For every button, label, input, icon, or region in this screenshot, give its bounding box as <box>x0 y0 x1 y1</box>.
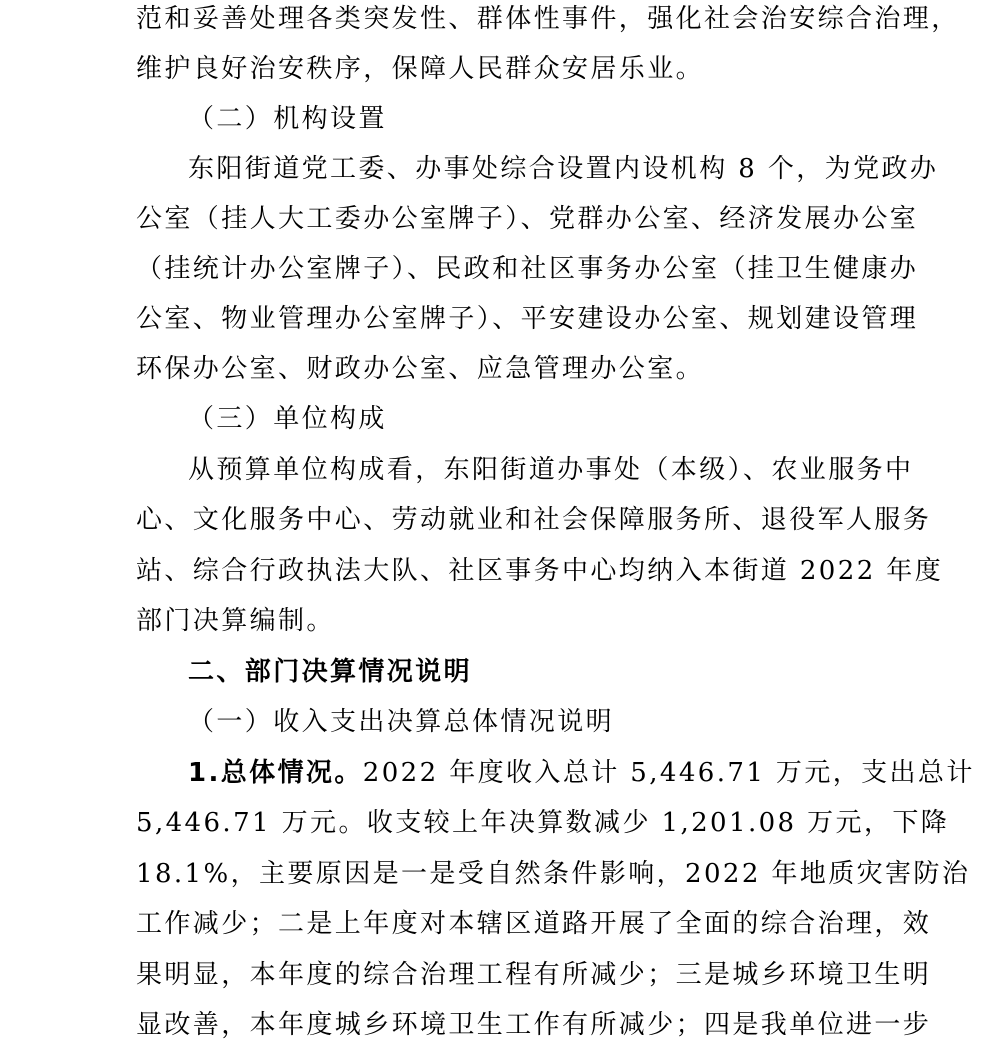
paragraph-line: （挂统计办公室牌子）、民政和社区事务办公室（挂卫生健康办 <box>136 254 919 284</box>
overall-first-line-text: 2022 年度收入总计 5,446.71 万元，支出总计 <box>362 758 975 788</box>
section-heading-overview: （一）收入支出决算总体情况说明 <box>188 707 615 737</box>
section-heading-structure: （二）机构设置 <box>188 104 387 134</box>
overall-label: 1.总体情况。 <box>188 758 363 788</box>
paragraph-line: 5,446.71 万元。收支较上年决算数减少 1,201.08 万元，下降 <box>136 808 950 838</box>
paragraph-line: 范和妥善处理各类突发性、群体性事件，强化社会治安综合治理， <box>136 4 960 34</box>
paragraph-line: 东阳街道党工委、办事处综合设置内设机构 8 个，为党政办 <box>188 154 939 184</box>
paragraph-line: 显改善，本年度城乡环境卫生工作有所减少；四是我单位进一步 <box>136 1010 932 1040</box>
paragraph-line: 工作减少；二是上年度对本辖区道路开展了全面的综合治理，效 <box>136 909 932 939</box>
paragraph-line: 站、综合行政执法大队、社区事务中心均纳入本街道 2022 年度 <box>136 556 944 586</box>
paragraph-line: 从预算单位构成看，东阳街道办事处（本级）、农业服务中 <box>188 455 914 485</box>
paragraph-line: 维护良好治安秩序，保障人民群众安居乐业。 <box>136 54 705 84</box>
section-heading-units: （三）单位构成 <box>188 404 387 434</box>
paragraph-line: 环保办公室、财政办公室、应急管理办公室。 <box>136 354 705 384</box>
paragraph-line: 18.1%，主要原因是一是受自然条件影响，2022 年地质灾害防治 <box>136 859 971 889</box>
paragraph-line: 果明显，本年度的综合治理工程有所减少；三是城乡环境卫生明 <box>136 960 932 990</box>
part-heading: 二、部门决算情况说明 <box>188 657 473 687</box>
paragraph-line: 心、文化服务中心、劳动就业和社会保障服务所、退役军人服务 <box>136 505 932 535</box>
paragraph-line: 公室（挂人大工委办公室牌子）、党群办公室、经济发展办公室 <box>136 204 919 234</box>
paragraph-line <box>136 748 975 798</box>
paragraph-line: 公室、物业管理办公室牌子）、平安建设办公室、规划建设管理 <box>136 304 919 334</box>
paragraph-line: 部门决算编制。 <box>136 606 335 636</box>
